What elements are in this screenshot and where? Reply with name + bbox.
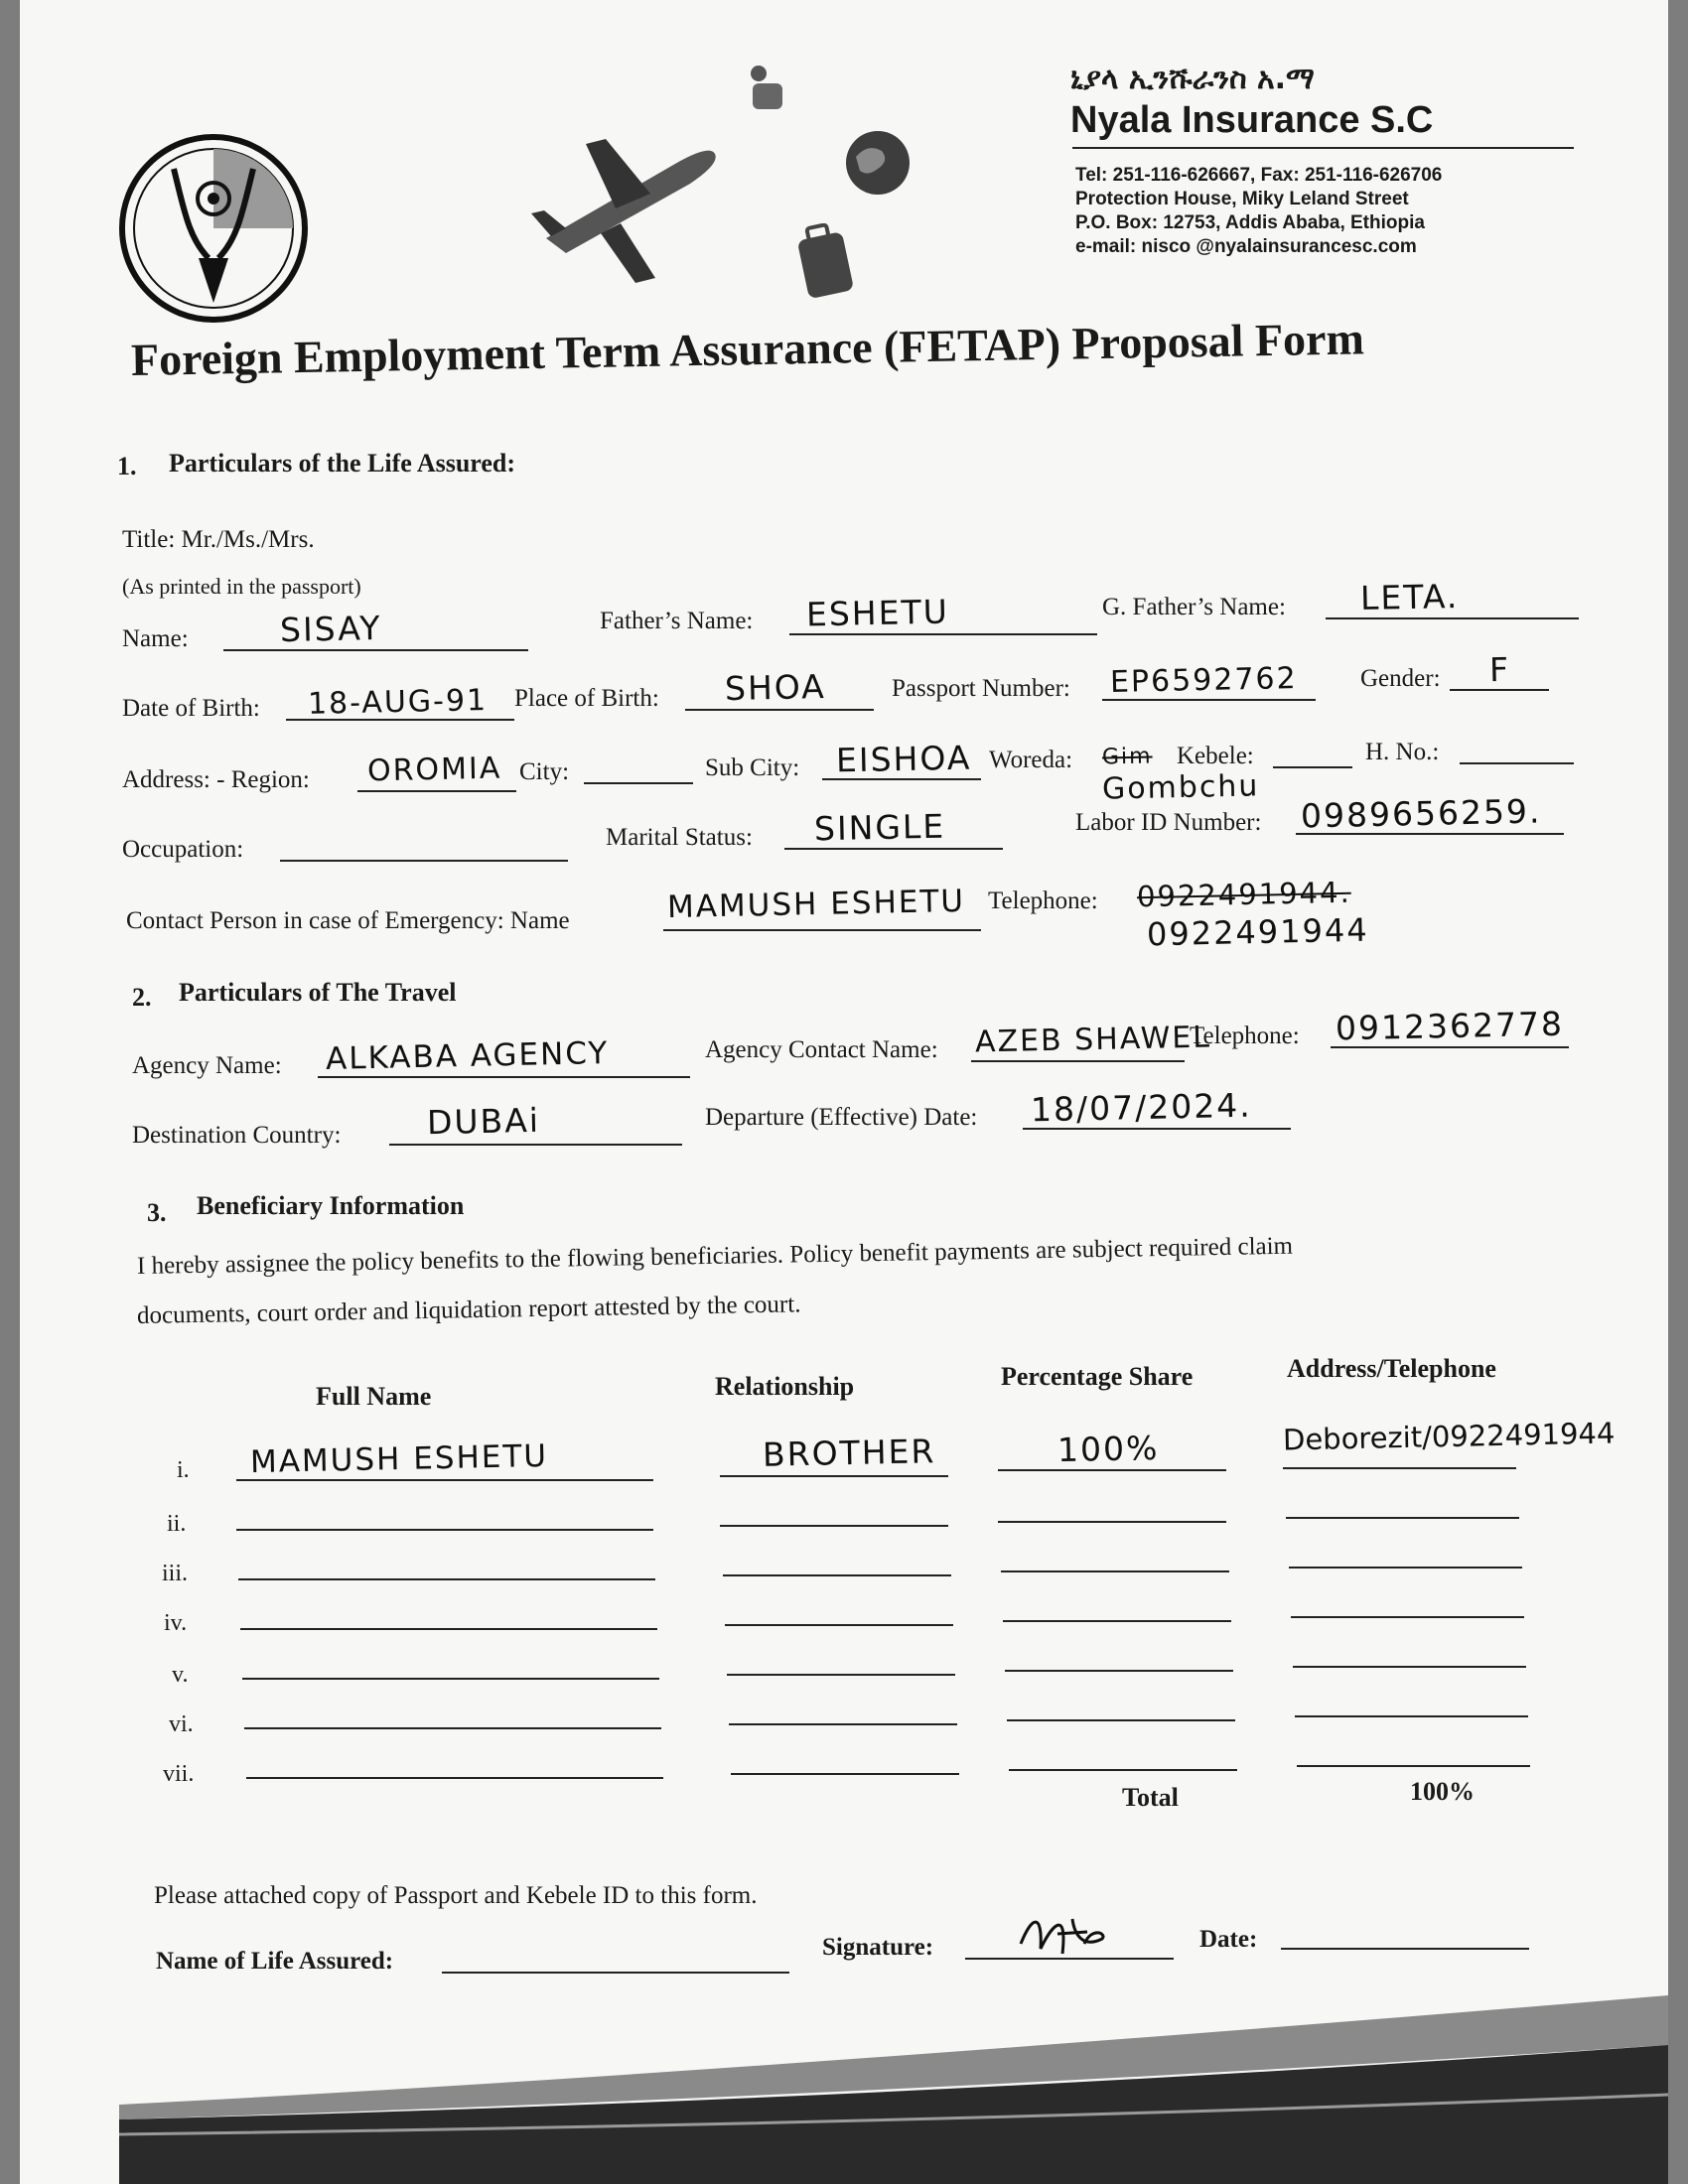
beneficiary-address-field[interactable] <box>1283 1467 1516 1469</box>
gfather-name-field[interactable] <box>1326 617 1579 619</box>
father-name-field[interactable] <box>789 633 1097 635</box>
agency-name-value: ALKABA AGENCY <box>325 1035 610 1077</box>
pob-value: SHOA <box>724 666 827 709</box>
row-number: i. <box>177 1457 190 1483</box>
gender-field[interactable] <box>1450 689 1549 691</box>
marital-status-value: SINGLE <box>813 806 946 849</box>
beneficiary-name-field[interactable] <box>242 1678 659 1680</box>
woreda-value: Gombchu <box>1101 768 1260 807</box>
region-field[interactable] <box>357 790 516 792</box>
beneficiary-relationship-field[interactable] <box>729 1723 957 1725</box>
section1-heading: Particulars of the Life Assured: <box>169 449 516 478</box>
occupation-label: Occupation: <box>122 836 244 863</box>
beneficiary-relationship-field[interactable] <box>727 1674 955 1676</box>
beneficiary-statement-line2: documents, court order and liquidation report attested by the court. <box>136 1291 801 1329</box>
beneficiary-relationship-field[interactable] <box>723 1574 951 1576</box>
row-number: iv. <box>164 1610 188 1636</box>
globe-icon <box>842 127 914 199</box>
signature-mark <box>1013 1904 1122 1964</box>
hno-label: H. No.: <box>1365 739 1440 765</box>
emergency-name-value: MAMUSH ESHETU <box>666 883 966 926</box>
emergency-telephone-value: 0922491944 <box>1146 910 1369 954</box>
labor-id-label: Labor ID Number: <box>1075 809 1262 836</box>
name-of-life-assured-label: Name of Life Assured: <box>156 1948 394 1975</box>
row-number: iii. <box>162 1561 189 1586</box>
emergency-contact-label: Contact Person in case of Emergency: Name <box>126 907 570 934</box>
beneficiary-relationship-field[interactable] <box>720 1525 948 1527</box>
departure-date-label: Departure (Effective) Date: <box>705 1104 978 1131</box>
airplane-icon <box>526 119 725 288</box>
company-tel: Tel: 251-116-626667, Fax: 251-116-626706 <box>1075 165 1443 186</box>
col-header-percentage: Percentage Share <box>1001 1362 1194 1391</box>
row-number: ii. <box>167 1511 187 1537</box>
company-address: Protection House, Miky Leland Street <box>1075 189 1409 209</box>
agency-telephone-label: Telephone: <box>1190 1023 1300 1049</box>
date-label: Date: <box>1199 1926 1258 1953</box>
subcity-label: Sub City: <box>705 754 800 781</box>
agency-contact-field[interactable] <box>971 1060 1185 1062</box>
title-label: Title: Mr./Ms./Mrs. <box>122 526 315 553</box>
passport-number-value: EP6592762 <box>1109 661 1299 700</box>
col-header-fullname: Full Name <box>316 1382 432 1411</box>
section3-number: 3. <box>147 1198 167 1227</box>
destination-country-field[interactable] <box>389 1144 682 1146</box>
beneficiary-name-field[interactable] <box>246 1777 663 1779</box>
row-number: vii. <box>163 1761 195 1787</box>
beneficiary-address-value: Deborezit/0922491944 <box>1282 1416 1616 1457</box>
col-header-address: Address/Telephone <box>1287 1354 1496 1383</box>
beneficiary-percentage-field[interactable] <box>1003 1620 1231 1622</box>
marital-status-label: Marital Status: <box>606 824 753 851</box>
hno-field[interactable] <box>1460 762 1574 764</box>
labor-id-value: 0989656259. <box>1300 791 1542 836</box>
gender-value: F <box>1488 649 1511 690</box>
father-name-label: Father’s Name: <box>600 608 754 634</box>
city-field[interactable] <box>584 782 693 784</box>
section2-number: 2. <box>132 983 152 1012</box>
region-label: Address: - Region: <box>122 766 310 793</box>
beneficiary-name-field[interactable] <box>236 1479 653 1481</box>
name-field[interactable] <box>223 649 528 651</box>
beneficiary-name-field[interactable] <box>244 1727 661 1729</box>
gfather-name-value: LETA. <box>1359 576 1460 618</box>
beneficiary-address-field[interactable] <box>1286 1517 1519 1519</box>
kudu-logo-icon <box>114 129 313 328</box>
beneficiary-address-field[interactable] <box>1289 1567 1522 1569</box>
person-icon <box>743 62 792 116</box>
agency-name-label: Agency Name: <box>132 1052 282 1079</box>
kebele-field[interactable] <box>1273 766 1352 768</box>
beneficiary-address-field[interactable] <box>1293 1666 1526 1668</box>
beneficiary-percentage-field[interactable] <box>998 1521 1226 1523</box>
dob-value: 18-AUG-91 <box>307 683 489 722</box>
beneficiary-statement-line1: I hereby assignee the policy benefits to the flowing beneficiaries. Policy benefit payments are subject required claim <box>136 1232 1294 1280</box>
emergency-name-field[interactable] <box>663 929 981 931</box>
proposal-form-page <box>20 0 1668 2184</box>
name-of-life-assured-field[interactable] <box>442 1972 789 1974</box>
beneficiary-address-field[interactable] <box>1295 1715 1528 1717</box>
name-value: SISAY <box>279 608 382 650</box>
beneficiary-percentage-field[interactable] <box>998 1469 1226 1471</box>
name-label: Name: <box>122 625 189 652</box>
emergency-telephone-label: Telephone: <box>988 887 1098 914</box>
beneficiary-percentage-field[interactable] <box>1009 1769 1237 1771</box>
beneficiary-name-value: MAMUSH ESHETU <box>249 1437 549 1481</box>
pob-field[interactable] <box>685 709 874 711</box>
woreda-struck-value: Gim <box>1101 744 1153 770</box>
agency-contact-label: Agency Contact Name: <box>705 1036 938 1063</box>
beneficiary-percentage-field[interactable] <box>1001 1570 1229 1572</box>
beneficiary-relationship-field[interactable] <box>731 1773 959 1775</box>
agency-name-field[interactable] <box>318 1076 690 1078</box>
emergency-telephone-struck: 0922491944. <box>1136 875 1352 914</box>
beneficiary-relationship-field[interactable] <box>720 1475 948 1477</box>
beneficiary-percentage-value: 100% <box>1056 1428 1160 1470</box>
beneficiary-relationship-field[interactable] <box>725 1624 953 1626</box>
date-field[interactable] <box>1281 1948 1529 1950</box>
header-divider <box>1072 147 1574 149</box>
city-label: City: <box>519 758 570 785</box>
luggage-icon <box>796 223 856 303</box>
signature-label: Signature: <box>822 1934 934 1961</box>
row-number: v. <box>172 1662 189 1688</box>
beneficiary-address-field[interactable] <box>1291 1616 1524 1618</box>
beneficiary-percentage-field[interactable] <box>1007 1719 1235 1721</box>
beneficiary-name-field[interactable] <box>240 1628 657 1630</box>
father-name-value: ESHETU <box>805 592 950 634</box>
beneficiary-name-field[interactable] <box>238 1578 655 1580</box>
region-value: OROMIA <box>366 751 502 789</box>
occupation-field[interactable] <box>280 860 568 862</box>
beneficiary-percentage-field[interactable] <box>1005 1670 1233 1672</box>
agency-contact-value: AZEB SHAWEL <box>974 1020 1212 1060</box>
departure-date-value: 18/07/2024. <box>1030 1085 1253 1130</box>
dob-label: Date of Birth: <box>122 695 260 722</box>
total-value: 100% <box>1410 1777 1475 1806</box>
col-header-relationship: Relationship <box>715 1372 855 1401</box>
company-pobox: P.O. Box: 12753, Addis Ababa, Ethiopia <box>1075 212 1425 233</box>
section2-heading: Particulars of The Travel <box>179 978 457 1007</box>
section1-number: 1. <box>117 452 137 480</box>
company-name: Nyala Insurance S.C <box>1070 99 1434 141</box>
pob-label: Place of Birth: <box>514 685 659 712</box>
attach-note: Please attached copy of Passport and Kebele ID to this form. <box>154 1882 758 1909</box>
gfather-name-label: G. Father’s Name: <box>1102 594 1286 620</box>
destination-country-label: Destination Country: <box>132 1122 342 1149</box>
company-email: e-mail: nisco @nyalainsurancesc.com <box>1075 236 1417 257</box>
destination-country-value: DUBAi <box>426 1100 541 1143</box>
gender-label: Gender: <box>1360 665 1441 692</box>
beneficiary-address-field[interactable] <box>1297 1765 1530 1767</box>
footer-wave-decoration <box>20 1985 1668 2184</box>
subcity-value: EISHOA <box>835 738 972 780</box>
beneficiary-relationship-value: BROTHER <box>762 1432 936 1474</box>
section3-heading: Beneficiary Information <box>197 1191 465 1220</box>
passport-note: (As printed in the passport) <box>122 574 361 599</box>
passport-number-label: Passport Number: <box>892 675 1070 702</box>
agency-telephone-value: 0912362778 <box>1335 1004 1565 1048</box>
form-title: Foreign Employment Term Assurance (FETAP) Proposal Form <box>130 313 1365 385</box>
company-amharic-name: ኒያላ ኢንሹራንስ አ.ማ <box>1070 62 1315 96</box>
row-number: vi. <box>169 1711 194 1737</box>
beneficiary-name-field[interactable] <box>236 1529 653 1531</box>
total-label: Total <box>1122 1783 1179 1812</box>
woreda-label: Woreda: <box>989 747 1073 773</box>
kebele-label: Kebele: <box>1177 743 1254 769</box>
